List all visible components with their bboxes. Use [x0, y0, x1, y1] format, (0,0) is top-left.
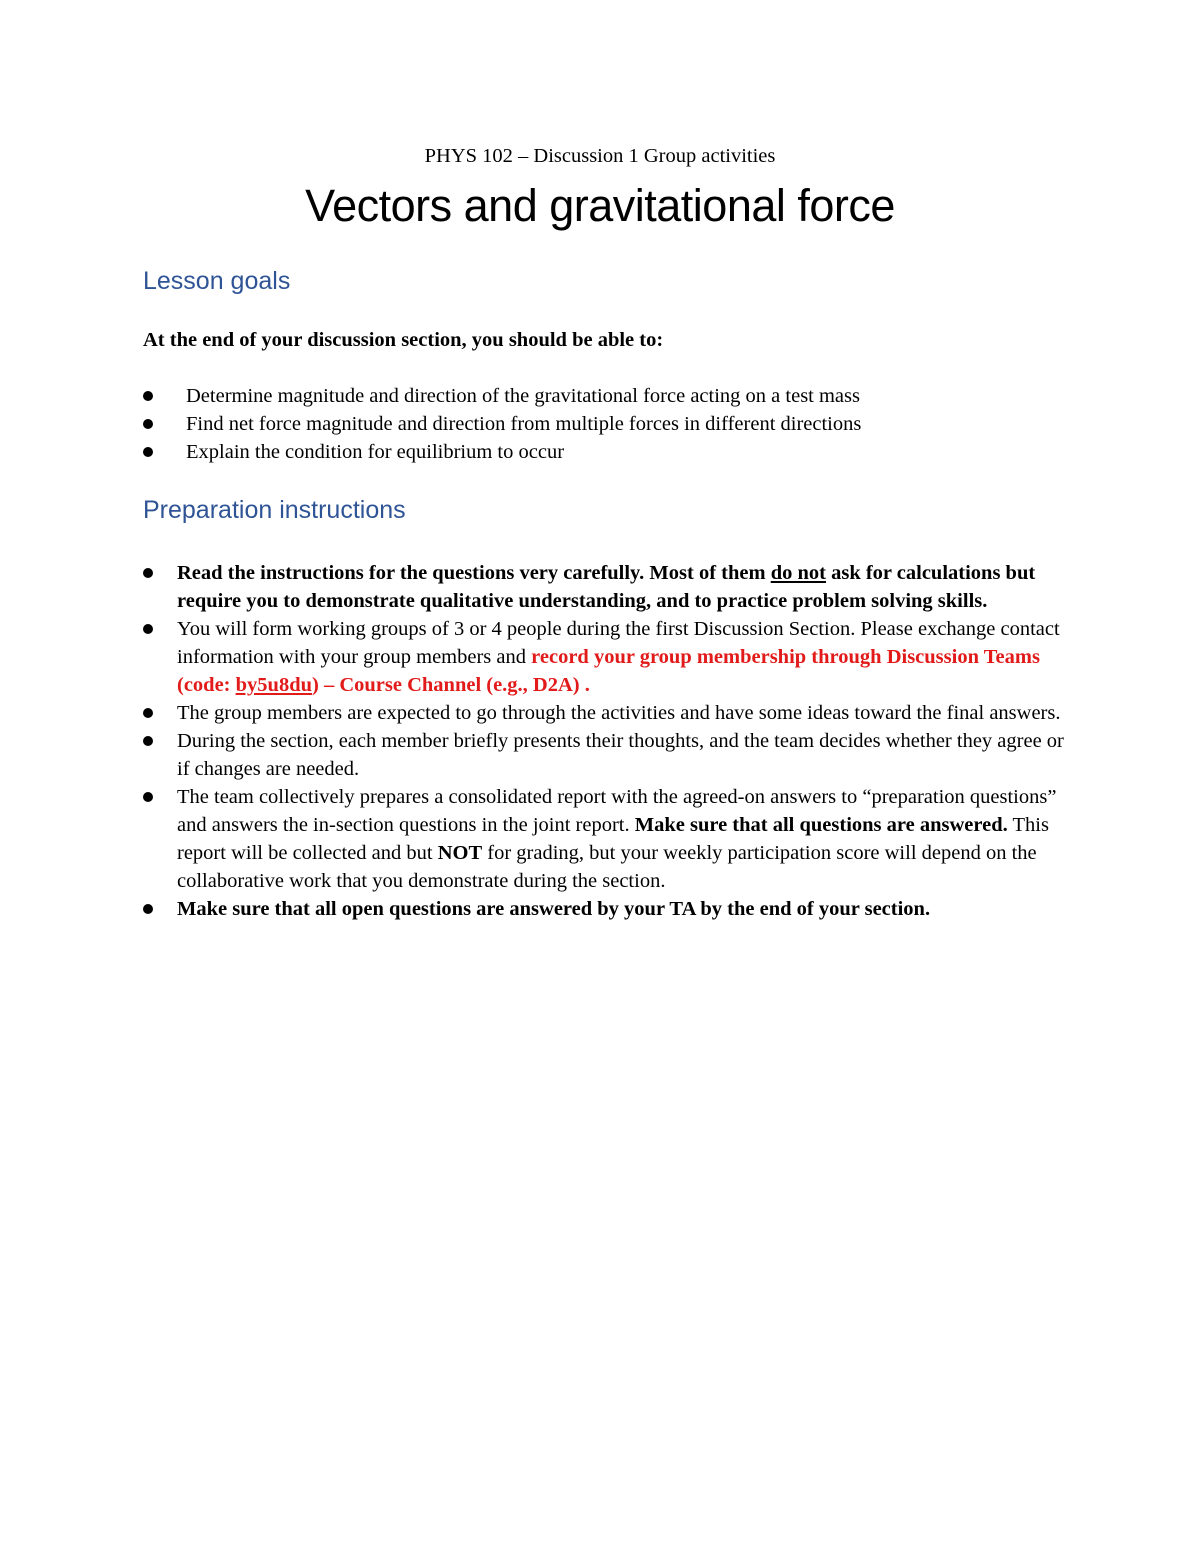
bullet-icon	[143, 419, 153, 429]
instruction-text: Make sure that all open questions are answered by your TA by the end of your section.	[177, 898, 931, 920]
list-item	[0, 559, 1080, 615]
team-code: by5u8du	[235, 674, 312, 696]
instruction-part: for grading, but your weekly participation score will depend on the collaborative work that you demonstrate during the section.	[177, 842, 1037, 892]
highlight-red: record your group membership through Discussion Teams (code:	[177, 646, 1040, 696]
list-item	[0, 699, 1080, 727]
list-item	[0, 783, 1080, 895]
instruction-text	[177, 559, 1067, 615]
list-item	[0, 727, 1080, 783]
instruction-part: This report will be collected and but	[177, 814, 1049, 864]
list-item	[0, 410, 1100, 438]
goal-text: Determine magnitude and direction of the gravitational force acting on a test mass	[186, 385, 860, 407]
bullet-icon	[143, 736, 153, 746]
bullet-icon	[143, 447, 153, 457]
preparation-list	[0, 559, 1080, 923]
list-item	[0, 615, 1080, 699]
instruction-part: Read the instructions for the questions very carefully. Most of them	[177, 562, 771, 584]
instruction-part: You will form working groups of 3 or 4 people during the first Discussion Section. Please exchange contact information with your group members and	[177, 618, 1060, 668]
instruction-part: ask for calculations but require you to demonstrate qualitative understanding, and to practice problem solving skills.	[177, 562, 1036, 612]
instruction-part: The team collectively prepares a consolidated report with the agreed-on answers to “preparation questions” and answers the in-section questions in the joint report.	[177, 786, 1057, 836]
lesson-goals-list	[0, 382, 1100, 466]
instruction-text: The group members are expected to go through the activities and have some ideas toward the final answers.	[177, 702, 1061, 724]
goal-text: Find net force magnitude and direction from multiple forces in different directions	[186, 413, 862, 435]
emphasis-underline: do not	[770, 562, 826, 584]
course-subtitle: PHYS 102 – Discussion 1 Group activities	[424, 145, 776, 167]
lesson-goals-heading: Lesson goals	[143, 267, 291, 295]
list-item	[0, 382, 1100, 410]
bullet-icon	[143, 568, 153, 578]
goal-text: Explain the condition for equilibrium to occur	[186, 441, 565, 463]
instruction-text	[177, 615, 1067, 699]
page-title: Vectors and gravitational force	[305, 180, 895, 231]
lesson-goals-intro: At the end of your discussion section, you should be able to:	[143, 329, 664, 351]
bullet-icon	[143, 904, 153, 914]
bullet-icon	[143, 624, 153, 634]
instruction-text	[177, 783, 1067, 895]
instruction-text: During the section, each member briefly presents their thoughts, and the team decides whether they agree or if changes are needed.	[177, 730, 1064, 780]
emphasis-bold: NOT	[437, 842, 483, 864]
preparation-heading: Preparation instructions	[143, 496, 406, 524]
list-item	[0, 895, 1080, 923]
list-item	[0, 438, 1100, 466]
bullet-icon	[143, 792, 153, 802]
bullet-icon	[143, 708, 153, 718]
bullet-icon	[143, 391, 153, 401]
emphasis-bold: Make sure that all questions are answered.	[634, 814, 1008, 836]
highlight-red: ) – Course Channel (e.g., D2A) .	[312, 674, 590, 696]
